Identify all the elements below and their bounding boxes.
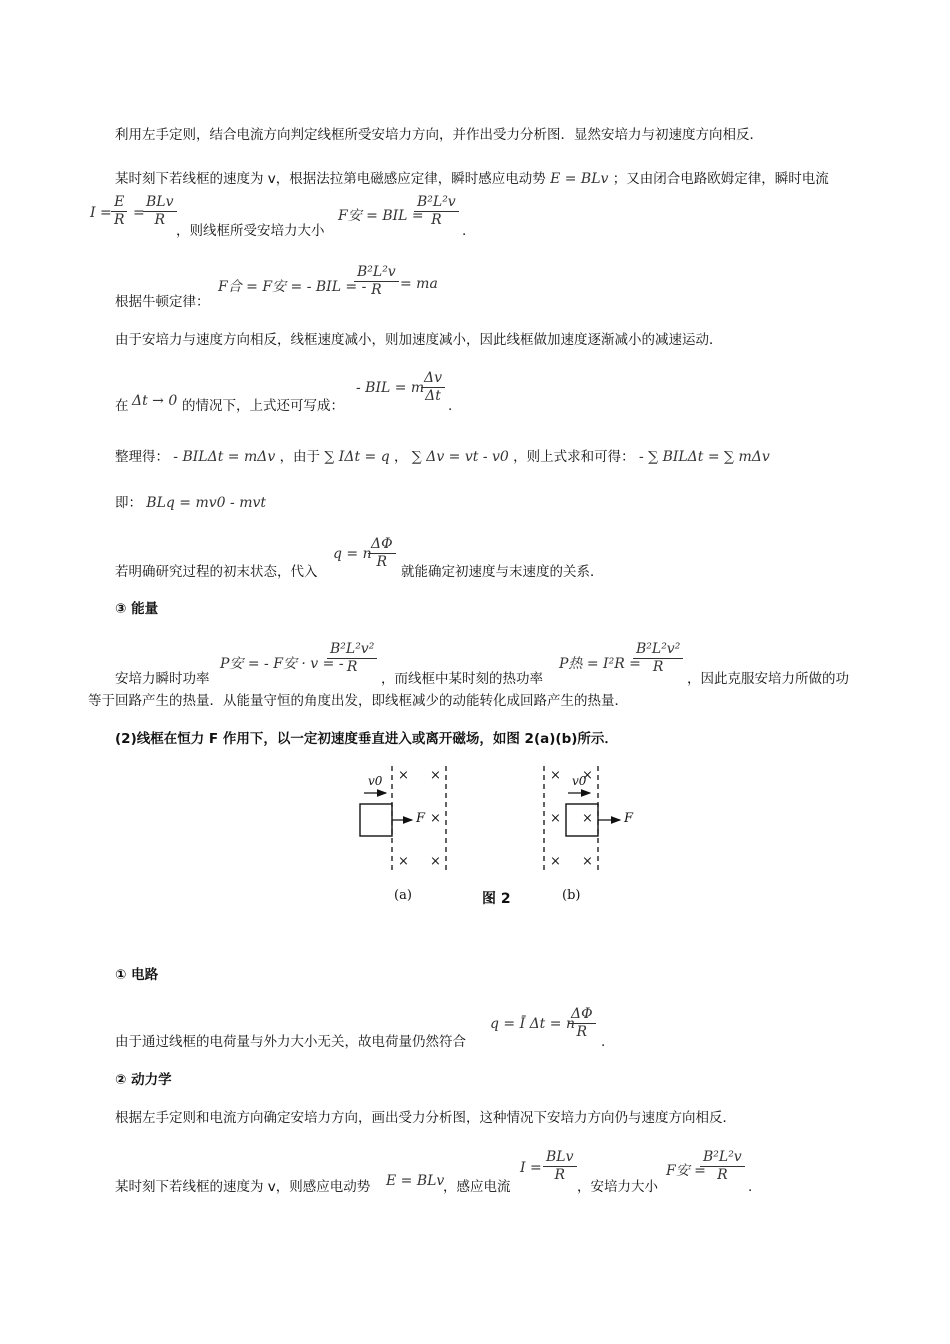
text-segment: 某时刻下若线框的速度为 v，则感应电动势 (115, 1179, 371, 1195)
text-segment: 若明确研究过程的初末状态，代入 (115, 564, 318, 580)
text-segment: ， (393, 449, 408, 465)
fraction-numerator: BLv (543, 1149, 577, 1167)
text-segment: ，则上式求和可得： (513, 449, 635, 465)
fraction-denominator: R (652, 659, 664, 675)
equation-charge-left: q = n (333, 546, 372, 562)
fraction-b2l2v2-over-r (327, 641, 377, 676)
heading-circuit: ① 电路 (115, 967, 159, 983)
fraction-blv-over-r (143, 194, 177, 229)
fraction-numerator: E (111, 194, 127, 212)
field-cross: × (430, 811, 441, 826)
period: . (601, 1034, 606, 1050)
text-segment: ，感应电流 (443, 1179, 511, 1195)
fraction-e-over-r (111, 194, 128, 229)
field-cross: × (582, 811, 593, 826)
equation-differential-left: - BIL = m (356, 380, 425, 396)
fraction-numerator: ΔΦ (568, 1006, 596, 1024)
fraction-denominator: Δt (425, 388, 441, 404)
field-cross: × (398, 854, 409, 869)
equation-newton-right: = ma (400, 276, 438, 292)
heading-dynamics: ② 动力学 (115, 1072, 172, 1088)
fraction-denominator: R (114, 212, 125, 228)
fraction-denominator: R (717, 1167, 728, 1183)
fraction-numerator: B²L²v (354, 264, 399, 282)
text-segment: 在 (115, 398, 129, 414)
coil-frame-a (360, 804, 392, 836)
force-label-a: F (416, 811, 426, 826)
caption-a: (a) (394, 888, 412, 903)
text-segment: 即： (115, 495, 142, 511)
field-cross: × (582, 854, 593, 869)
equation-force-left: F安 = (666, 1163, 706, 1179)
paragraph-summation (115, 448, 770, 466)
fraction-b2l2v-over-r (414, 194, 459, 229)
equation-dt-limit: Δt → 0 (132, 393, 178, 409)
paragraph-emf-text (115, 170, 829, 188)
equation-impulse: - BILΔt = mΔv (173, 449, 276, 465)
fraction-dv-over-dt (421, 370, 445, 405)
fraction-numerator: B²L²v² (327, 641, 377, 659)
equation-heat-power-left: P热 = I²R = (559, 656, 641, 672)
text-segment: 等于回路产生的热量．从能量守恒的角度出发，即线框减少的动能转化成回路产生的热量． (88, 693, 628, 709)
label-newton-law: 根据牛顿定律： (115, 294, 210, 310)
text-segment: ，安培力大小 (577, 1179, 658, 1195)
fraction-numerator: B²L²v² (633, 641, 683, 659)
field-cross: × (430, 854, 441, 869)
fraction-b2l2v-over-r (700, 1149, 745, 1184)
fraction-dphi-over-r (368, 536, 396, 571)
equation-current-left: I = (520, 1160, 542, 1176)
field-cross: × (550, 768, 561, 783)
text-segment: ，因此克服安培力所做的功 (687, 671, 849, 687)
fraction-denominator: R (154, 212, 166, 228)
equals-sign: = (133, 205, 145, 221)
fraction-b2l2v-over-r (354, 264, 399, 299)
field-cross: × (398, 768, 409, 783)
force-label-b: F (624, 811, 634, 826)
velocity-label-a: v0 (368, 774, 383, 788)
equation-summed: - ∑ BILΔt = ∑ mΔv (638, 449, 770, 465)
figure-2 (340, 760, 660, 910)
text-segment: ，则线框所受安培力大小 (176, 223, 325, 239)
equation-force-left: F安 = BIL = (338, 208, 424, 224)
text-segment: ，由于 (279, 449, 321, 465)
fraction-numerator: Δv (421, 370, 445, 388)
equation-current-left: I = (90, 205, 112, 221)
equation-charge-sum: ∑ IΔt = q (324, 449, 390, 465)
field-cross: × (550, 854, 561, 869)
text-segment: 整理得： (115, 449, 169, 465)
fraction-b2l2v2-over-r (633, 641, 683, 676)
fraction-numerator: B²L²v (700, 1149, 745, 1167)
velocity-label-b: v0 (572, 774, 587, 788)
equation-emf: E = BLv (386, 1173, 445, 1189)
paragraph-result (115, 494, 266, 512)
field-cross: × (430, 768, 441, 783)
text-segment: 由于通过线框的电荷量与外力大小无关，故电荷量仍然符合 (115, 1034, 466, 1050)
fraction-denominator: R (371, 282, 382, 298)
fraction-denominator: R (346, 659, 358, 675)
heading-constant-force: (2)线框在恒力 F 作用下，以一定初速度垂直进入或离开磁场，如图 2(a)(b)所示． (115, 731, 618, 747)
equation-velocity-sum: ∑ Δv = vt - v0 (411, 449, 509, 465)
fraction-numerator: B²L²v (414, 194, 459, 212)
fraction-dphi-over-r (568, 1006, 596, 1041)
paragraph-deceleration: 由于安培力与速度方向相反，线框速度减小，则加速度减小，因此线框做加速度逐渐减小的减速运动． (115, 332, 723, 348)
heading-energy: ③ 能量 (115, 601, 159, 617)
equation-emf: E = BLv (550, 171, 609, 187)
period: . (448, 398, 453, 414)
figure-title: 图 2 (482, 891, 511, 907)
text-segment: 就能确定初速度与末速度的关系． (401, 564, 604, 580)
paragraph-force-direction: 根据左手定则和电流方向确定安培力方向，画出受力分析图，这种情况下安培力方向仍与速度方向相反． (115, 1110, 736, 1126)
field-cross: × (550, 811, 561, 826)
text-segment: 的情况下，上式还可写成： (182, 398, 344, 414)
fraction-denominator: R (431, 212, 442, 228)
fraction-denominator: R (576, 1024, 588, 1040)
text-segment: 某时刻下若线框的速度为 v，根据法拉第电磁感应定律，瞬时感应电动势 (115, 171, 546, 187)
fraction-numerator: ΔΦ (368, 536, 396, 554)
fraction-denominator: R (554, 1167, 566, 1183)
text-segment: 安培力瞬时功率 (115, 671, 210, 687)
equation-blq: BLq = mv0 - mvt (146, 495, 267, 511)
text-segment: ，而线框中某时刻的热功率 (381, 671, 543, 687)
period: . (462, 223, 467, 239)
paragraph-left-hand-rule: 利用左手定则，结合电流方向判定线框所受安培力方向，并作出受力分析图．显然安培力与初速度方向相反． (115, 127, 763, 143)
period: . (748, 1179, 753, 1195)
equation-power-left: P安 = - F安 · v = - (220, 656, 344, 672)
fraction-denominator: R (376, 554, 388, 570)
equation-charge-left: q = Ī Δt = n (490, 1016, 575, 1032)
field-cross: × (582, 768, 593, 783)
fraction-numerator: BLv (143, 194, 177, 212)
caption-b: (b) (562, 888, 581, 903)
equation-newton-left: F合 = F安 = - BIL = - (218, 279, 367, 295)
text-segment: ；又由闭合电路欧姆定律，瞬时电流 (612, 171, 829, 187)
fraction-blv-over-r (543, 1149, 577, 1184)
